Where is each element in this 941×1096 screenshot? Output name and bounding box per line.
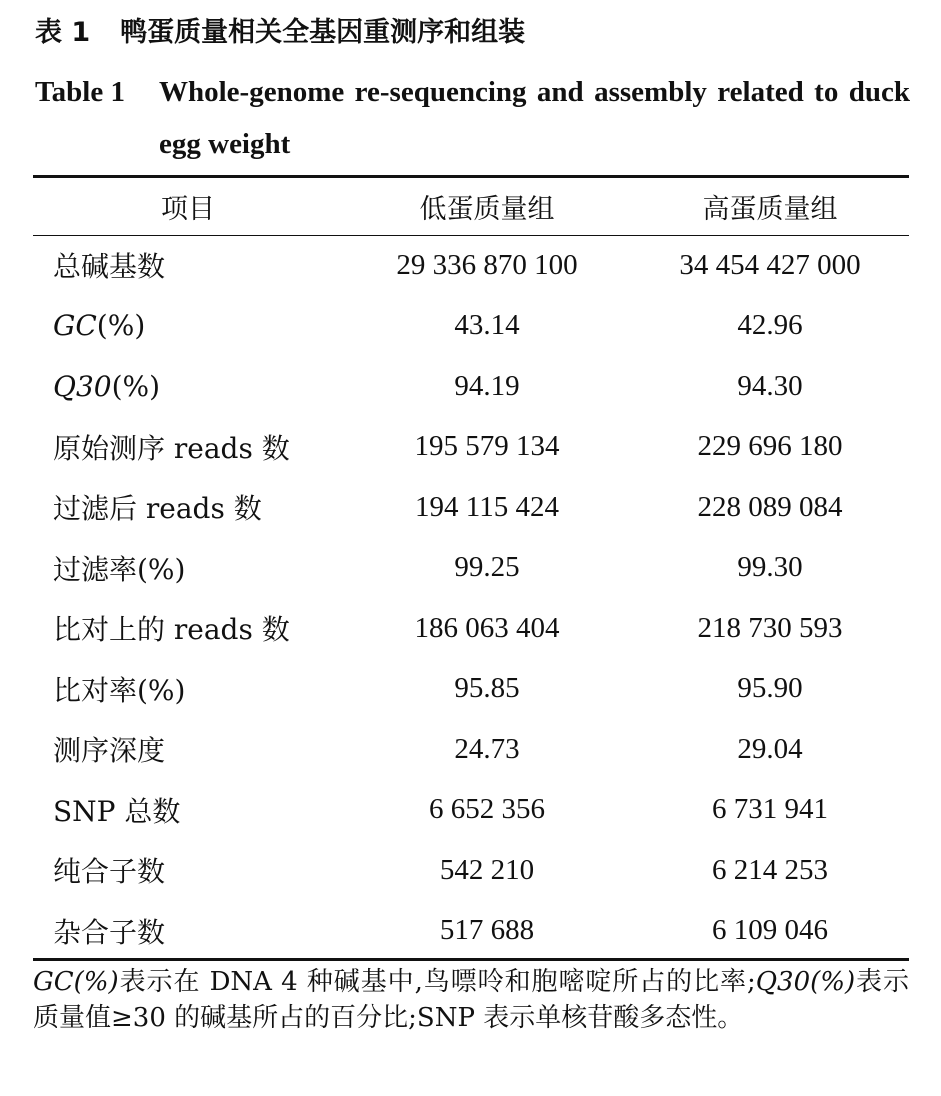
table-row [33, 840, 909, 901]
table-row [33, 780, 909, 841]
table-label-cn: 表 1 [35, 17, 91, 48]
high-group-value: 42.96 [737, 309, 803, 342]
table-caption-cn [35, 14, 525, 52]
low-group-value: 43.14 [454, 309, 520, 342]
table-row [33, 235, 909, 296]
low-group-value: 517 688 [439, 914, 535, 947]
column-header-low-group: 低蛋质量组 [419, 194, 555, 225]
low-group-value: 186 063 404 [414, 611, 560, 644]
table-row [33, 659, 909, 720]
table-title-en: Whole-genome re-sequencing and assembly related to duck egg weight [159, 76, 910, 160]
sequencing-table [33, 178, 909, 961]
table-row [33, 598, 909, 659]
table-caption-en [35, 66, 910, 170]
row-label: SNP 总数 [53, 794, 181, 828]
high-group-value: 95.90 [737, 672, 803, 705]
row-label: 过滤后 reads 数 [53, 492, 262, 526]
table-row [33, 296, 909, 357]
high-group-value: 99.30 [737, 551, 803, 584]
table-row [33, 538, 909, 599]
high-group-value: 6 214 253 [712, 853, 828, 886]
low-group-value: 6 652 356 [429, 793, 545, 826]
high-group-value: 228 089 084 [697, 490, 843, 523]
table-row [33, 417, 909, 478]
footnote-q30-term: Q30(%) [755, 967, 856, 997]
table-row [33, 901, 909, 962]
high-group-value: 218 730 593 [697, 611, 843, 644]
low-group-value: 29 336 870 100 [396, 248, 578, 281]
column-header-high-group: 高蛋质量组 [702, 194, 838, 225]
row-label: 比对率(%) [53, 673, 186, 707]
low-group-value: 95.85 [454, 672, 520, 705]
row-label: 杂合子数 [53, 915, 166, 949]
row-label: 原始测序 reads 数 [53, 431, 290, 465]
low-group-value: 99.25 [454, 551, 520, 584]
low-group-value: 194 115 424 [415, 490, 559, 523]
footnote-gc-term: GC(%) [33, 967, 119, 997]
row-label: GC(%) [53, 309, 146, 343]
row-label: 过滤率(%) [53, 552, 186, 586]
footnote-q30-text: 表示质量值≥30 的碱基所占的百分比;SNP 表示单核苷酸多态性。 [33, 967, 909, 1033]
footnote-gc-text: 表示在 DNA 4 种碱基中,鸟嘌呤和胞嘧啶所占的比率; [118, 967, 756, 997]
table-footnote [33, 964, 909, 1036]
high-group-value: 6 731 941 [712, 793, 828, 826]
low-group-value: 24.73 [454, 732, 520, 765]
low-group-value: 94.19 [454, 369, 520, 402]
table-row [33, 356, 909, 417]
row-label: 纯合子数 [53, 855, 166, 889]
low-group-value: 195 579 134 [414, 430, 560, 463]
high-group-value: 29.04 [737, 732, 803, 765]
row-label: 测序深度 [53, 734, 166, 768]
table-row [33, 719, 909, 780]
high-group-value: 229 696 180 [697, 430, 843, 463]
row-label: 比对上的 reads 数 [53, 613, 290, 647]
table-title-cn: 鸭蛋质量相关全基因重测序和组装 [120, 17, 526, 48]
high-group-value: 34 454 427 000 [679, 248, 861, 281]
column-header-item: 项目 [161, 194, 215, 225]
table-label-en: Table 1 [35, 76, 125, 108]
row-label: 总碱基数 [53, 250, 166, 284]
row-label: Q30(%) [53, 369, 161, 403]
table-header-row [33, 178, 909, 235]
table-row [33, 477, 909, 538]
high-group-value: 6 109 046 [712, 914, 828, 947]
low-group-value: 542 210 [439, 853, 535, 886]
high-group-value: 94.30 [737, 369, 803, 402]
